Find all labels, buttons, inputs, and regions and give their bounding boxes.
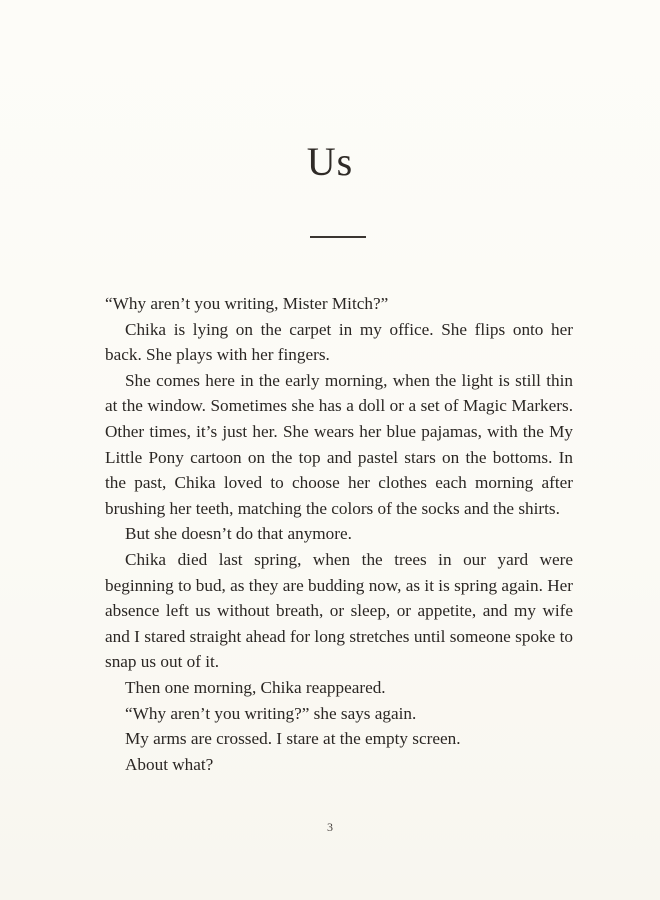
paragraph: “Why aren’t you writing, Mister Mitch?” [105,294,389,313]
paragraph: But she doesn’t do that anymore. [125,524,352,544]
paragraph: “Why aren’t you writing?” she says again. [125,703,417,723]
chapter-title: Us [306,139,354,184]
paragraph: Chika died last spring, when the trees in our yard were beginning to bud, as they are budding now, as it is spring again. Her absence left us without breath, or sleep, or appetite, and my wife and I stared straight ahead for long stretches until someone spoke to snap us out of it. [105,549,573,672]
title-divider [310,236,366,238]
paragraph: She comes here in the early morning, when the light is still thin at the window. Sometimes she has a doll or a set of Magic Markers. Other times, it’s just her. She wears her blue pajamas, with the My Little Pony cartoon on the top and pastel stars on the bottoms. In the past, Chika loved to choose her clothes each morning after brushing her teeth, matching the colors of the socks and the shirts. [105,370,573,518]
page-number: 3 [327,820,333,834]
paragraph: About what? [125,754,214,774]
chapter-body [105,291,573,777]
paragraph: My arms are crossed. I stare at the empty screen. [125,729,461,749]
paragraph: Then one morning, Chika reappeared. [125,677,386,697]
paragraph: Chika is lying on the carpet in my office. She flips onto her back. She plays with her fingers. [105,319,573,365]
